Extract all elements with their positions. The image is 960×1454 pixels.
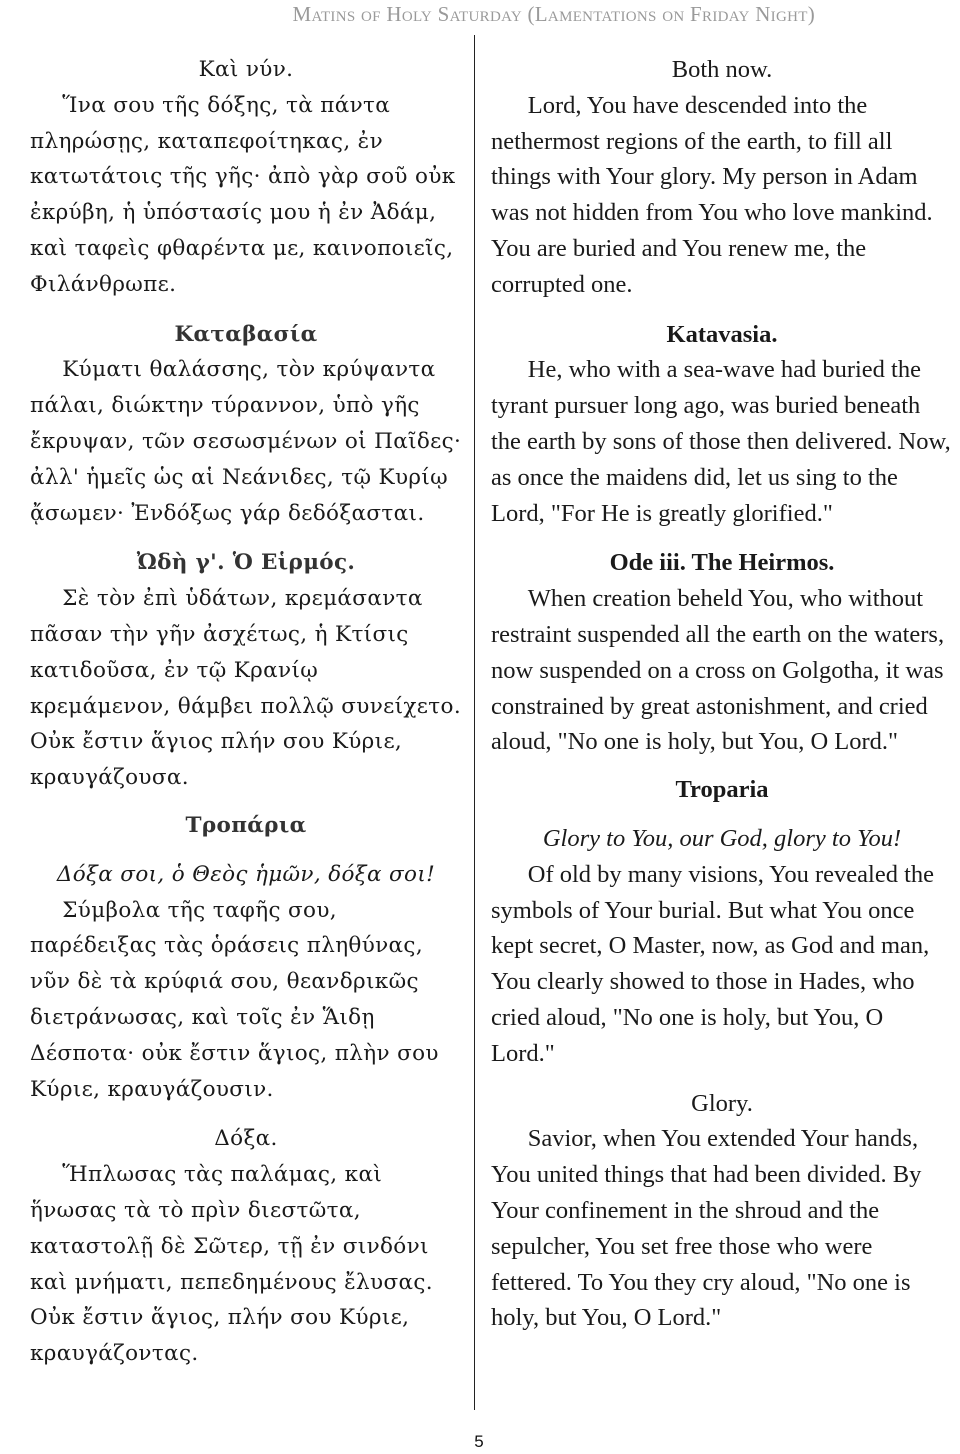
english-both-now-text: Lord, You have descended into the nethermost regions of the earth, to fill all things with Your glory. My person in Adam was not hidden from You who love mankind. You are buried and You renew me, the corrupted one. — [491, 91, 933, 298]
english-glory-label: Glory. — [691, 1089, 753, 1117]
english-column — [491, 52, 953, 1336]
greek-ode-text: Σὲ τὸν ἐπὶ ὑδάτων, κρεμάσαντα πᾶσαν τὴν γῆν ἀσχέτως, ἡ Κτίσις κατιδοῦσα, ἐν τῷ Κρανίῳ κρεμάμενον, θάμβει πολλῷ συνείχετο. Οὐκ ἔστιν ἅγιος πλήν σου Κύριε, κραυγάζουσα. — [30, 586, 462, 791]
greek-both-now-text: Ἵνα σου τῆς δόξης, τὰ πάντα πληρώσῃς, καταπεφοίτηκας, ἐν κατωτάτοις τῆς γῆς· ἀπὸ γὰρ σοῦ οὐκ ἐκρύβη, ἡ ὑπόστασίς μου ἡ ἐν Ἀδάμ, καὶ ταφεὶς φθαρέντα με, καινοποιεῖς, Φιλάνθρωπε. — [30, 92, 456, 297]
english-glory-text: Savior, when You extended Your hands, You united things that had been divided. By Your confinement in the shroud and the sepulcher, You set free those who were fettered. To You they cry aloud, "No one is holy, but You, O Lord." — [491, 1125, 922, 1332]
greek-troparion-text: Σύμβολα τῆς ταφῆς σου, παρέδειξας τὰς ὁράσεις πληθύνας, νῦν δὲ τὰ κρύφιά σου, θεανδρικῶς διετράνωσας, καὶ τοῖς ἐν Ἅιδῃ Δέσποτα· οὐκ ἔστιν ἅγιος, πλὴν σου Κύριε, κραυγάζουσιν. — [30, 897, 439, 1102]
column-divider — [474, 35, 475, 1410]
greek-refrain: Δόξα σοι, ὁ Θεὸς ἡμῶν, δόξα σοι! — [56, 861, 436, 887]
english-ode-text: When creation beheld You, who without restraint suspended all the earth on the waters, now suspended on a cross on Golgotha, it was constrained by great astonishment, and cried aloud, "No one is holy, but You, O Lord." — [491, 585, 945, 756]
greek-glory-text: Ἥπλωσας τὰς παλάμας, καὶ ἥνωσας τὰ τὸ πρὶν διεστῶτα, καταστολῇ δὲ Σῶτερ, τῇ ἐν σινδόνι καὶ μνήματι, πεπεδημένους ἔλυσας. Οὐκ ἔστιν ἅγιος, πλήν σου Κύριε, κραυγάζοντας. — [30, 1162, 433, 1367]
greek-troparia-heading: Τροπάρια — [185, 812, 307, 838]
english-refrain: Glory to You, our God, glory to You! — [542, 824, 902, 852]
page-number: 5 — [474, 1432, 484, 1451]
running-header: Matins of Holy Saturday (Lamentations on Friday Night) — [292, 2, 815, 26]
english-both-now-label: Both now. — [671, 56, 773, 83]
greek-both-now-label: Καὶ νύν. — [198, 57, 294, 82]
greek-katavasia-heading: Καταβασία — [174, 321, 318, 347]
greek-column — [30, 52, 462, 1372]
greek-ode-heading: Ὠδὴ γ'. Ὁ Εἱρμός. — [136, 550, 356, 576]
english-ode-heading: Ode iii. The Heirmos. — [609, 549, 835, 577]
english-troparia-heading: Troparia — [675, 776, 769, 804]
greek-glory-label: Δόξα. — [214, 1126, 278, 1152]
english-katavasia-heading: Katavasia. — [666, 320, 778, 348]
english-katavasia-text: He, who with a sea-wave had buried the tyrant pursuer long ago, was buried beneath the earth by sons of those then delivered. Now, as once the maidens did, let us sing to the Lord, "For He is greatly glorified." — [491, 356, 951, 527]
greek-katavasia-text: Κύματι θαλάσσης, τὸν κρύψαντα πάλαι, διώκτην τύραννον, ὑπὸ γῆς ἔκρυψαν, τῶν σεσωσμένων οἱ Παῖδες· ἀλλ' ἡμεῖς ὡς αἱ Νεάνιδες, τῷ Κυρίῳ ᾄσωμεν· Ἐνδόξως γάρ δεδόξασται. — [30, 357, 462, 526]
english-troparion-text: Of old by many visions, You revealed the symbols of Your burial. But what You once kept secret, O Master, now, as God and man, You clearly showed to those in Hades, who cried aloud, "No one is holy, but You, O Lord." — [491, 860, 934, 1067]
